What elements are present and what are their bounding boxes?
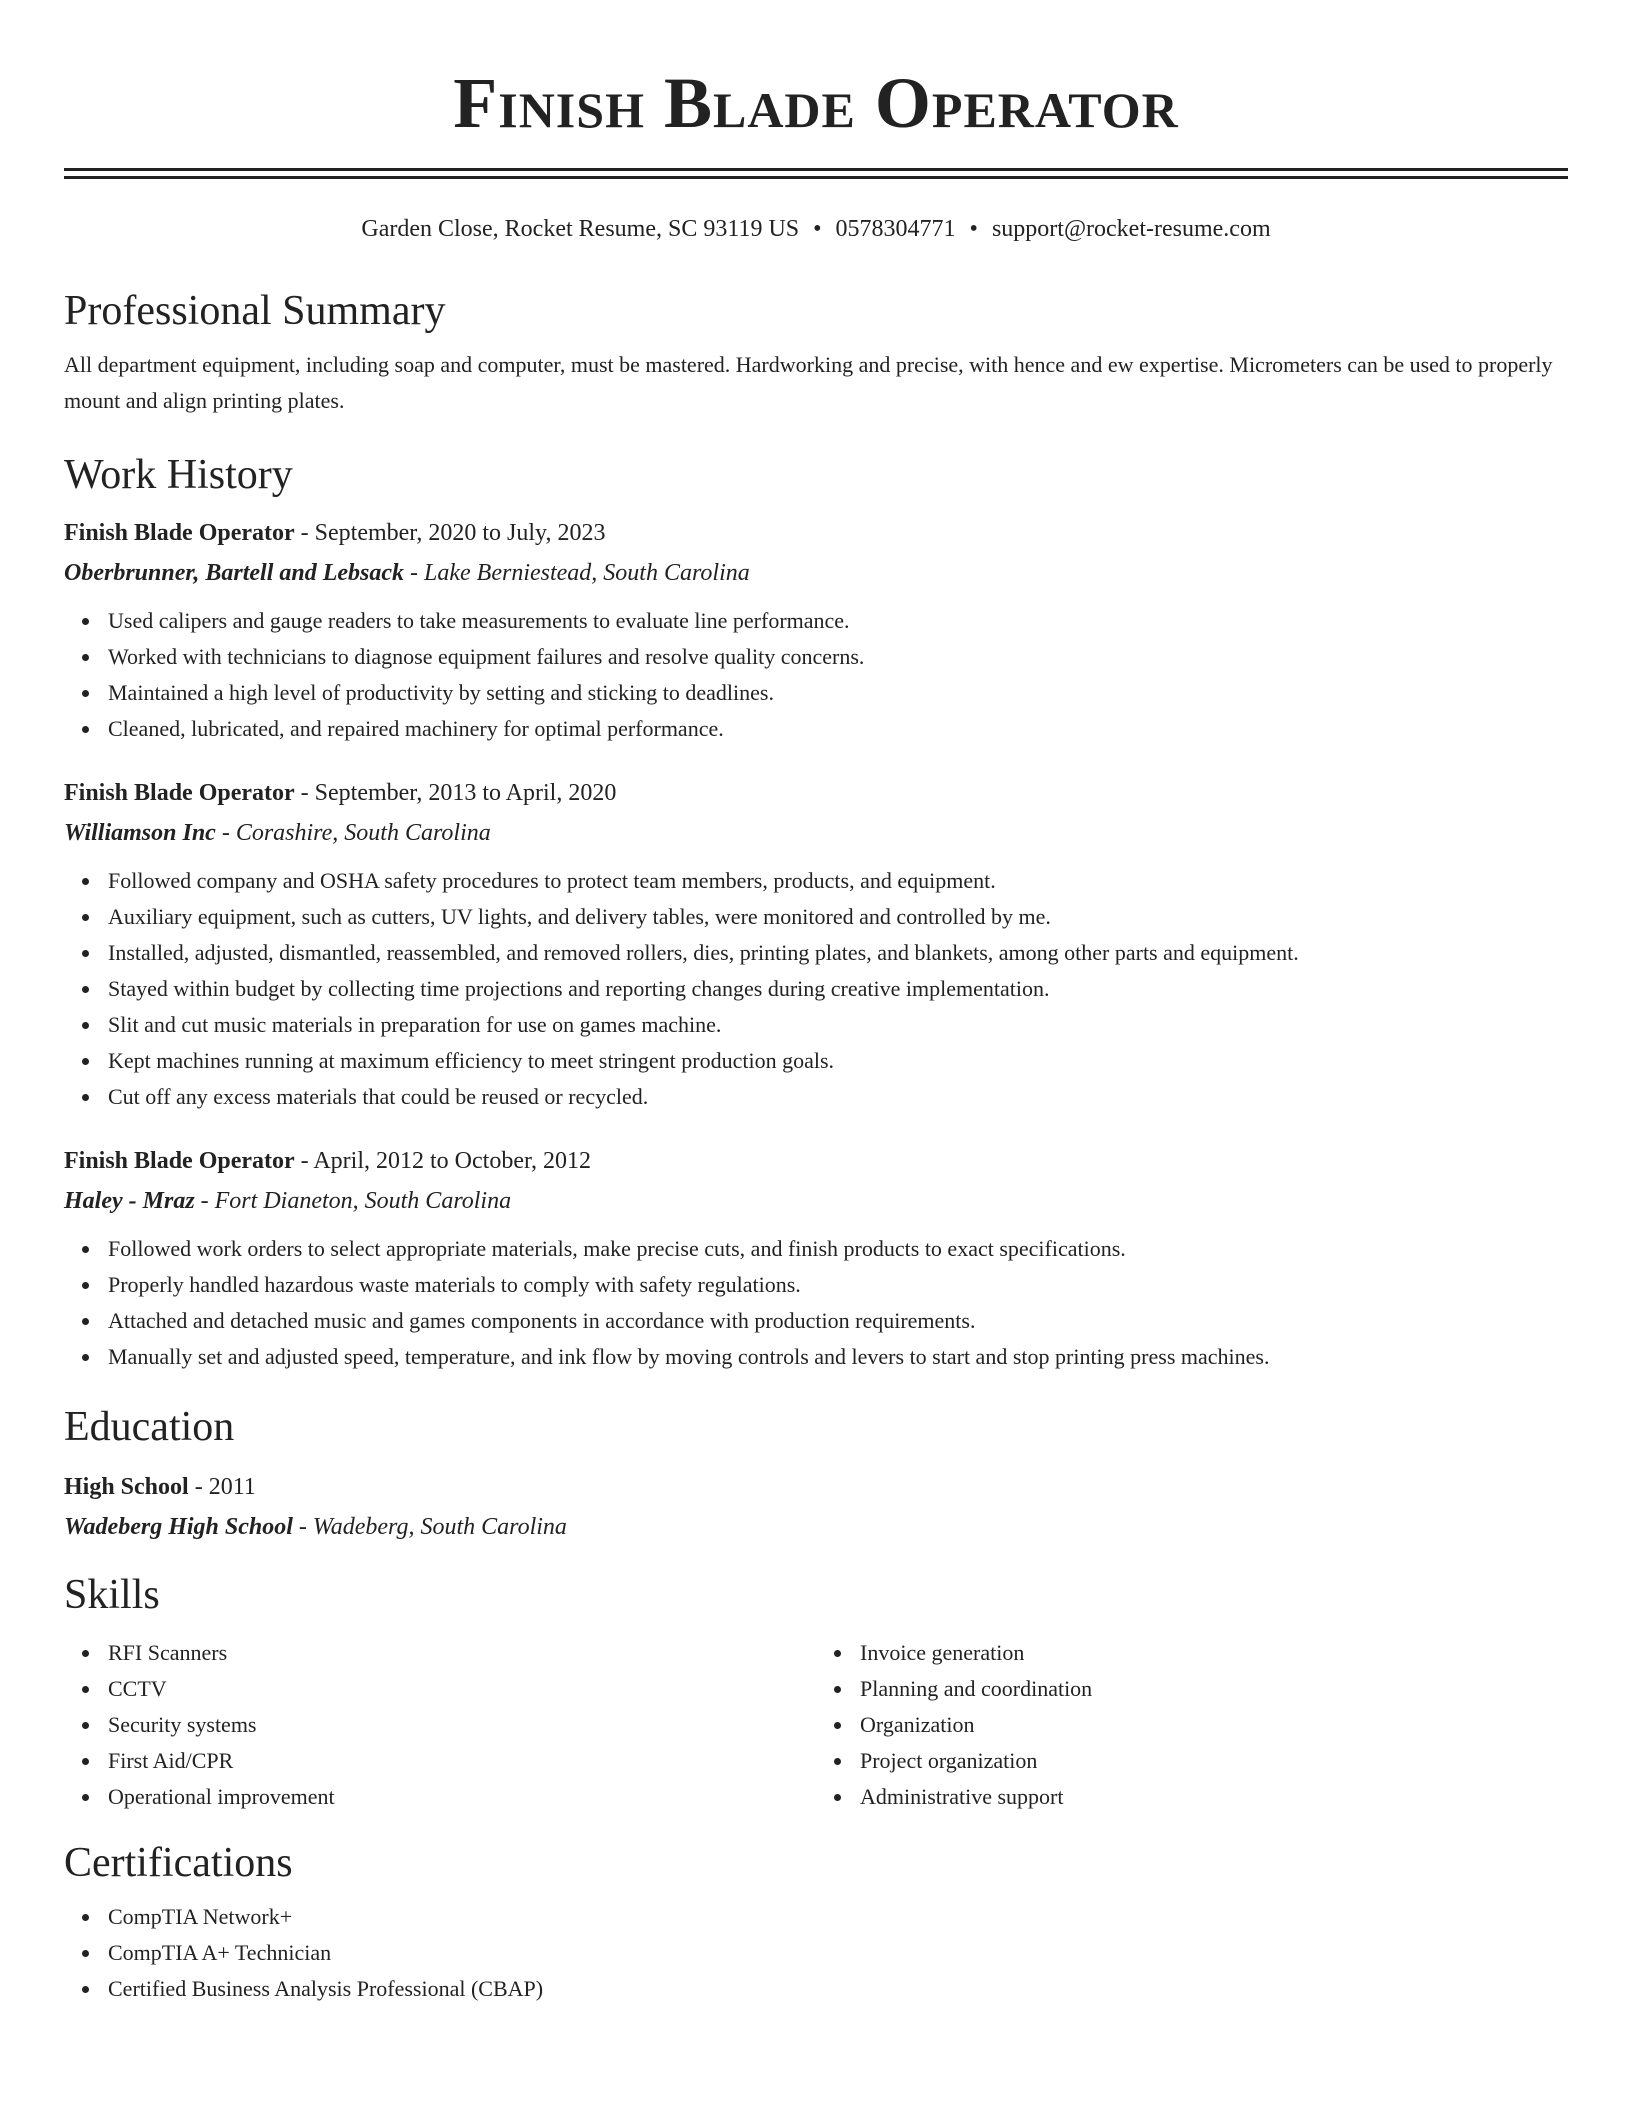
list-item: Organization	[860, 1707, 1568, 1743]
education-school-line	[64, 1507, 1568, 1547]
list-item: Worked with technicians to diagnose equipment failures and resolve quality concerns.	[108, 639, 1568, 675]
list-item: Planning and coordination	[860, 1671, 1568, 1707]
education-location: - Wadeberg, South Carolina	[292, 1514, 567, 1540]
list-item: Invoice generation	[860, 1635, 1568, 1671]
contact-separator: •	[813, 216, 822, 242]
list-item: Project organization	[860, 1743, 1568, 1779]
list-item: CCTV	[108, 1671, 816, 1707]
job-employer	[64, 1181, 1568, 1221]
list-item: Installed, adjusted, dismantled, reassembled, and removed rollers, dies, printing plates, and blankets, among other parts and equipment.	[108, 935, 1568, 971]
list-item: Slit and cut music materials in preparation for use on games machine.	[108, 1007, 1568, 1043]
job-role: Finish Blade Operator	[64, 1148, 295, 1174]
job-company: Haley - Mraz	[64, 1188, 195, 1214]
job-role: Finish Blade Operator	[64, 520, 295, 546]
education-heading: Education	[64, 1404, 235, 1450]
job-duties	[64, 1231, 1568, 1375]
list-item: Kept machines running at maximum efficiency to meet stringent production goals.	[108, 1043, 1568, 1079]
job-entry	[64, 773, 1568, 1115]
list-item: Stayed within budget by collecting time projections and reporting changes during creative implementation.	[108, 971, 1568, 1007]
education-header	[64, 1467, 1568, 1507]
education-school: Wadeberg High School	[64, 1514, 293, 1540]
job-company: Williamson Inc	[64, 820, 216, 846]
contact-separator: •	[969, 216, 978, 242]
job-company: Oberbrunner, Bartell and Lebsack	[64, 560, 405, 586]
list-item: Followed work orders to select appropriate materials, make precise cuts, and finish products to exact specifications.	[108, 1231, 1568, 1267]
contact-email: support@rocket-resume.com	[991, 216, 1271, 242]
certifications-heading: Certifications	[64, 1840, 293, 1886]
summary-text: All department equipment, including soap and computer, must be mastered. Hardworking and precise, with hence and ew expertise. Micrometers can be used to properly mount and align printing plates.	[64, 352, 1553, 413]
list-item: Auxiliary equipment, such as cutters, UV lights, and delivery tables, were monitored and controlled by me.	[108, 899, 1568, 935]
job-dates: - April, 2012 to October, 2012	[294, 1148, 592, 1174]
job-role: Finish Blade Operator	[64, 780, 295, 806]
list-item: Operational improvement	[108, 1779, 816, 1815]
skills-list-left	[64, 1635, 816, 1815]
list-item: Followed company and OSHA safety procedures to protect team members, products, and equipment.	[108, 863, 1568, 899]
list-item: Security systems	[108, 1707, 816, 1743]
job-employer	[64, 813, 1568, 853]
skills-columns	[64, 1635, 1568, 1815]
education-entry	[64, 1467, 1568, 1547]
list-item: Cleaned, lubricated, and repaired machinery for optimal performance.	[108, 711, 1568, 747]
list-item: Certified Business Analysis Professional (CBAP)	[108, 1971, 1568, 2007]
list-item: Attached and detached music and games components in accordance with production requirements.	[108, 1303, 1568, 1339]
education-year: - 2011	[188, 1474, 256, 1500]
contact-line	[64, 213, 1568, 245]
job-duties	[64, 603, 1568, 747]
job-duties	[64, 863, 1568, 1115]
job-entry	[64, 513, 1568, 747]
list-item: CompTIA Network+	[108, 1899, 1568, 1935]
summary-heading: Professional Summary	[64, 288, 446, 334]
work-history-heading: Work History	[64, 452, 293, 498]
job-location: - Fort Dianeton, South Carolina	[194, 1188, 512, 1214]
list-item: Cut off any excess materials that could be reused or recycled.	[108, 1079, 1568, 1115]
job-location: - Corashire, South Carolina	[215, 820, 491, 846]
job-employer	[64, 553, 1568, 593]
skills-heading: Skills	[64, 1572, 160, 1618]
contact-address: Garden Close, Rocket Resume, SC 93119 US	[361, 216, 800, 242]
list-item: Maintained a high level of productivity by setting and sticking to deadlines.	[108, 675, 1568, 711]
list-item: Properly handled hazardous waste materials to comply with safety regulations.	[108, 1267, 1568, 1303]
list-item: Manually set and adjusted speed, temperature, and ink flow by moving controls and levers to start and stop printing press machines.	[108, 1339, 1568, 1375]
list-item: First Aid/CPR	[108, 1743, 816, 1779]
job-dates: - September, 2020 to July, 2023	[294, 520, 606, 546]
list-item: RFI Scanners	[108, 1635, 816, 1671]
job-header	[64, 773, 1568, 813]
job-header	[64, 513, 1568, 553]
skills-list-right	[816, 1635, 1568, 1815]
header-double-rule	[64, 168, 1568, 179]
job-dates: - September, 2013 to April, 2020	[294, 780, 617, 806]
job-header	[64, 1141, 1568, 1181]
certifications-list	[64, 1899, 1568, 2007]
list-item: CompTIA A+ Technician	[108, 1935, 1568, 1971]
job-entry	[64, 1141, 1568, 1375]
education-degree: High School	[64, 1474, 189, 1500]
candidate-name: Finish Blade Operator	[453, 63, 1179, 143]
list-item: Used calipers and gauge readers to take measurements to evaluate line performance.	[108, 603, 1568, 639]
contact-phone: 0578304771	[835, 216, 956, 242]
list-item: Administrative support	[860, 1779, 1568, 1815]
job-location: - Lake Berniestead, South Carolina	[404, 560, 750, 586]
